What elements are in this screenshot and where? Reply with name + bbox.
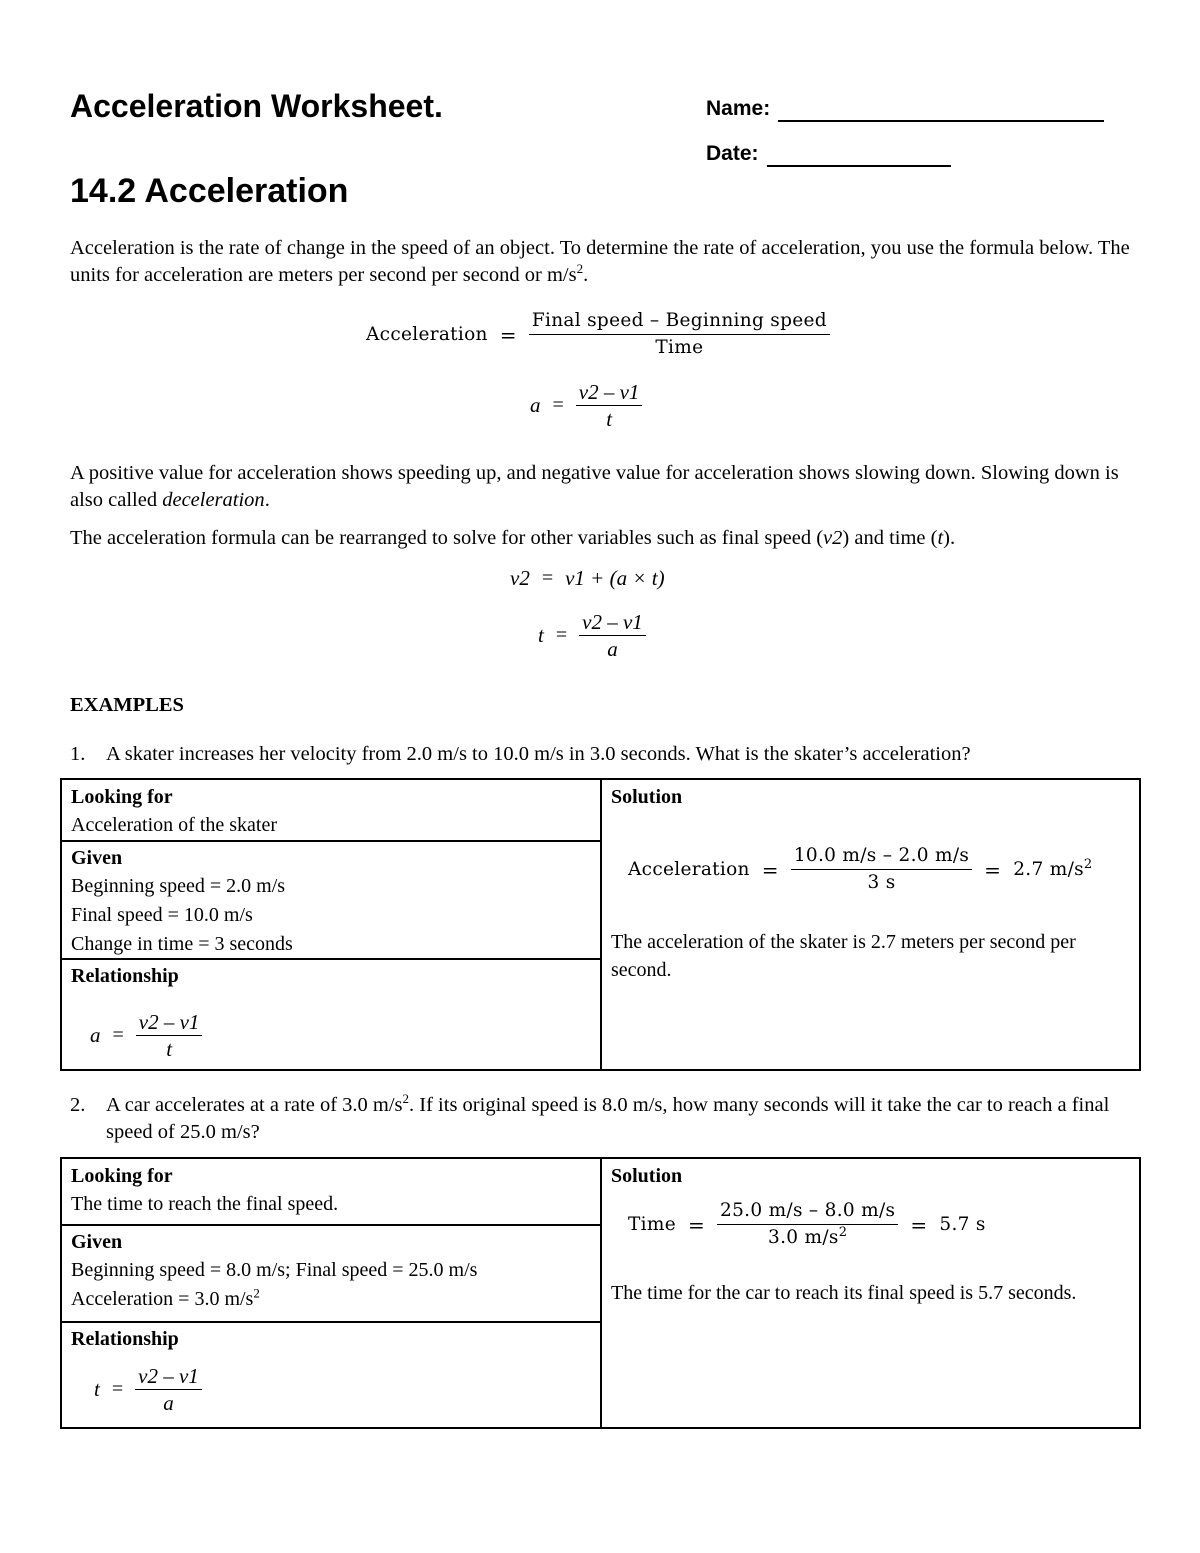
example1-relationship-cell (71, 963, 179, 990)
example2-solution-cell (611, 1163, 682, 1190)
sign-paragraph: A positive value for acceleration shows speeding up, and negative value for acceleration shows slowing down. Slowing down is also called deceleration. (70, 462, 1119, 511)
example2-relationship-label: Relationship (71, 1328, 179, 1350)
formula-symbols-denominator: t (606, 407, 613, 431)
example2-given-cell (71, 1229, 477, 1314)
example1-looking-for-cell (71, 784, 277, 840)
rearranged-paragraph: The acceleration formula can be rearranged to solve for other variables such as final speed (v2) and time (t). (70, 527, 956, 549)
example1-relationship-label: Relationship (71, 965, 179, 987)
example2-solution-text: The time for the car to reach its final speed is 5.7 seconds. (611, 1282, 1077, 1304)
name-field[interactable] (706, 96, 1104, 122)
intro-paragraph: Acceleration is the rate of change in the speed of an object. To determine the rate of acceleration, you use the formula below. The units for acceleration are meters per second per second or $m/s^2$. (70, 237, 1130, 286)
example2-solution-equation: Time = $\frac{25.0 m/s - 8.0 m/s}{3.0 m/s^2}$ = 5.7 s (628, 1200, 986, 1248)
formula-symbols (530, 380, 642, 431)
example2-looking-for-label: Looking for (71, 1165, 173, 1187)
formula-words-lhs: Acceleration (366, 324, 488, 345)
formula-final-speed-equals: = (541, 567, 554, 589)
example2-given-line: Beginning speed = 8.0 m/s; Final speed = 25.0 m/s (71, 1259, 478, 1281)
formula-words-fraction (529, 309, 830, 360)
example1-divider (600, 780, 602, 1071)
example1-row-divider (62, 840, 600, 842)
formula-symbols-equals: = (552, 394, 564, 416)
example1-solution-result: 2.7 $m/s^2$ (1013, 856, 1093, 880)
formula-words-denominator: Time (655, 337, 704, 358)
example2-looking-for-text: The time to reach the final speed. (71, 1193, 339, 1215)
formula-symbols-fraction (576, 380, 643, 431)
formula-words-numerator: Final speed – Beginning speed (529, 309, 830, 335)
formula-time-numerator: v2 – v1 (579, 610, 646, 636)
example1-table (60, 778, 1141, 1071)
formula-time (538, 610, 646, 661)
example2-solution-result: 5.7 s (939, 1214, 986, 1235)
worksheet-title: Acceleration Worksheet. (70, 88, 443, 124)
example2-divider (600, 1159, 602, 1429)
example1-question: 1. A skater increases her velocity from 2.0 m/s to 10.0 m/s in 3.0 seconds. What is the skater’s acceleration? (70, 741, 1140, 768)
example1-given-line: Beginning speed = 2.0 m/s (71, 875, 286, 897)
example2-number: 2. (70, 1094, 86, 1116)
example2-row-divider (62, 1224, 600, 1226)
example1-given-line: Change in time = 3 seconds (71, 933, 293, 955)
example2-given-label: Given (71, 1231, 123, 1253)
formula-time-fraction (579, 610, 646, 661)
example1-solution-equation: Acceleration = $\frac{10.0 m/s - 2.0 m/s}{3 s}$ = 2.7 $m/s^2$ (628, 845, 1093, 893)
example2-table (60, 1157, 1141, 1429)
date-field[interactable] (706, 141, 951, 167)
example1-given-line: Final speed = 10.0 m/s (71, 904, 253, 926)
example2-solution-label: Solution (611, 1165, 683, 1187)
example1-number: 1. (70, 743, 86, 765)
formula-symbols-lhs: a (530, 393, 541, 417)
example1-solution-cell (611, 784, 682, 811)
formula-time-denominator: a (607, 637, 618, 661)
formula-time-lhs: t (538, 623, 544, 647)
example1-looking-for-label: Looking for (71, 786, 173, 808)
date-input-line[interactable] (767, 143, 951, 167)
example2-relationship-cell (71, 1326, 179, 1353)
formula-words-equals: = (499, 322, 517, 347)
example1-solution-text: The acceleration of the skater is 2.7 meters per second per second. (611, 931, 1076, 981)
section-title: 14.2 Acceleration (70, 172, 349, 210)
example1-given-label: Given (71, 847, 123, 869)
example1-given-cell (71, 845, 293, 959)
example1-looking-for-text: Acceleration of the skater (71, 814, 278, 836)
formula-final-speed-rhs: v1 + (a × t) (565, 566, 665, 590)
example1-relationship-formula: a = $\frac{v2 - v1}{t}$ (90, 1010, 202, 1061)
date-label: Date: (706, 142, 759, 165)
formula-words (366, 309, 830, 360)
formula-symbols-numerator: v2 – v1 (576, 380, 643, 406)
example2-row-divider (62, 1321, 600, 1323)
formula-final-speed-lhs: v2 (510, 566, 530, 590)
formula-final-speed (510, 566, 665, 591)
name-input-line[interactable] (778, 98, 1104, 122)
examples-heading: EXAMPLES (70, 694, 184, 716)
name-label: Name: (706, 97, 771, 120)
formula-time-equals: = (555, 624, 568, 646)
example2-question: 2. A car accelerates at a rate of 3.0 $m/s^2$. If its original speed is 8.0 m/s, how many seconds will it take the car to reach a final speed of 25.0 m/s? (70, 1091, 1110, 1143)
example2-relationship-formula: t = $\frac{v2 - v1}{a}$ (94, 1364, 202, 1415)
example1-solution-label: Solution (611, 786, 683, 808)
example2-given-line: Acceleration = 3.0 $m/s^2$ (71, 1285, 260, 1310)
example2-looking-for-cell (71, 1163, 338, 1219)
